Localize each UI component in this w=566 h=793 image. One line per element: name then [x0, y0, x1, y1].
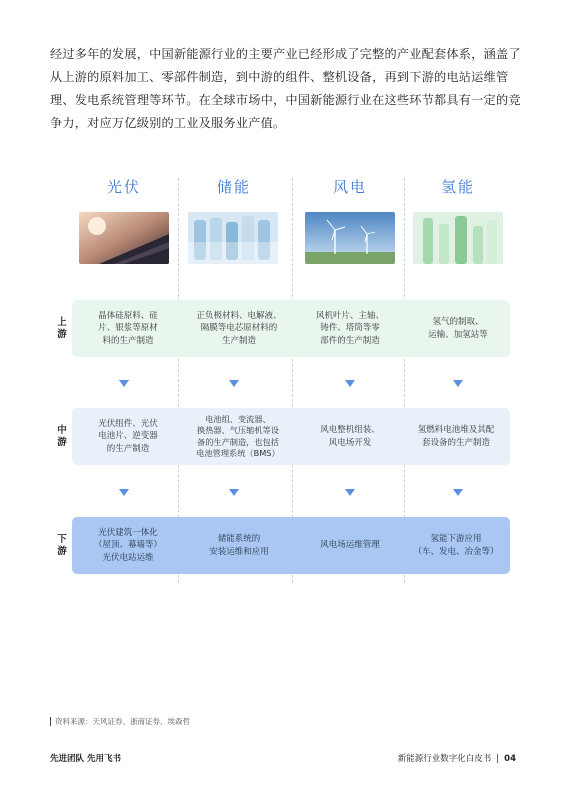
downstream-cell-hydrogen: 氢能下游应用 （车、发电、冶金等） — [413, 534, 499, 557]
down-arrow-icon — [345, 380, 355, 387]
down-arrow-icon — [229, 380, 239, 387]
midstream-cell-solar: 光伏组件、光伏 电池片、逆变器 的生产制造 — [98, 418, 158, 454]
stage-label-text: 中游 — [57, 425, 67, 448]
downstream-cell-storage: 储能系统的 安装运维和应用 — [209, 534, 269, 557]
upstream-cell-hydrogen: 氢气的制取、 运输、加氢站等 — [428, 317, 488, 340]
upstream-cell-solar: 晶体硅原料、硅 片、银浆等原材 料的生产制造 — [98, 310, 158, 346]
midstream-cell-hydrogen: 氢燃料电池堆及其配 套设备的生产制造 — [417, 425, 495, 448]
downstream-cell-wind: 风电场运维管理 — [320, 540, 380, 551]
solar-panel-photo — [79, 212, 169, 264]
stage-label-midstream — [52, 425, 72, 449]
footer-separator: | — [496, 754, 500, 764]
midstream-band — [72, 408, 510, 465]
intro-paragraph: 经过多年的发展，中国新能源行业的主要产业已经形成了完整的产业配套体系，涵盖了从上游的原料加工、零部件制造，到中游的组件、整机设备，再到下游的电站运维管理、发电系统管理等环节。在全球市场中，中国新能源行业在这些环节都具有一定的竞争力，对应万亿级别的工业及服务业产值。 — [50, 47, 521, 130]
column-title-solar: 光伏 — [106, 178, 141, 196]
down-arrow-icon — [229, 489, 239, 496]
down-arrow-icon — [453, 380, 463, 387]
stage-label-text: 上游 — [57, 317, 67, 340]
downstream-cell-solar: 光伏建筑一体化 （屋顶、幕墙等） 光伏电站运维 — [93, 527, 162, 563]
stage-label-text: 下游 — [57, 534, 67, 557]
down-arrow-icon — [119, 489, 129, 496]
stage-label-downstream — [52, 534, 72, 558]
column-title-storage: 储能 — [216, 178, 251, 196]
down-arrow-icon — [119, 380, 129, 387]
column-title-wind: 风电 — [332, 178, 367, 196]
down-arrow-icon — [345, 489, 355, 496]
stage-label-upstream — [52, 317, 72, 341]
upstream-band — [72, 300, 510, 357]
upstream-cell-wind: 风机叶片、主轴、 铸件、塔筒等零 部件的生产制造 — [315, 310, 384, 346]
downstream-band — [72, 517, 510, 574]
wind-turbine-photo — [305, 212, 395, 264]
hydrogen-plant-photo — [413, 212, 503, 264]
footer-slogan: 先进团队 先用飞书 — [50, 754, 121, 764]
battery-storage-photo — [188, 212, 278, 264]
source-note: 资料来源：天风证券、浙商证券、埃森哲 — [50, 717, 190, 726]
upstream-cell-storage: 正负极材料、电解液、 隔膜等电芯原材料的 生产制造 — [196, 310, 282, 346]
page-number: 04 — [504, 754, 516, 764]
footer-doc-title: 新能源行业数字化白皮书 — [397, 754, 492, 764]
midstream-cell-wind: 风电整机组装、 风电场开发 — [320, 425, 380, 448]
footer-page-info — [398, 752, 516, 764]
down-arrow-icon — [453, 489, 463, 496]
column-title-hydrogen: 氢能 — [440, 178, 475, 196]
midstream-cell-storage: 电池组、变流器、 换热器、气压缩机等设 备的生产制造，也包括 电池管理系统（BMS） — [196, 414, 280, 458]
